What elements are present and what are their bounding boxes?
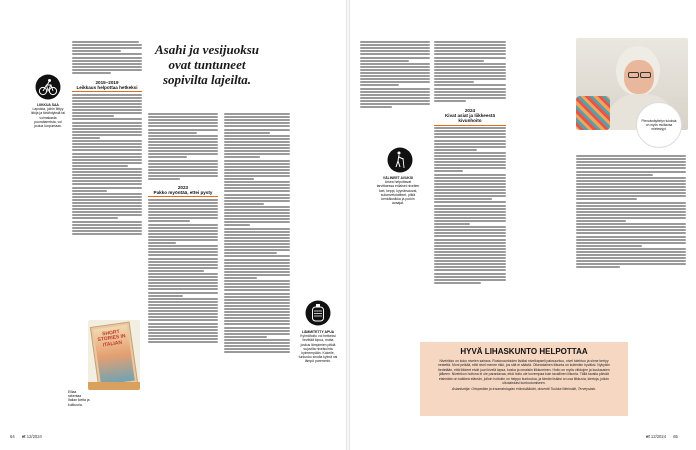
book-title: SHORT STORIES IN ITALIAN: [97, 329, 127, 349]
heading-pakko: Pakko myöntää, ettei pysty: [153, 190, 213, 196]
info-box: [420, 342, 628, 416]
sidebar-walk-text: Arkea helpottavat tarvittaessa erilaiset nivelten tuet, keppi, kyynärsauvat, sukanvetolaitteet, pitkä kenkälusikka ja purkin avaajat.: [376, 180, 420, 206]
sidebar-bike-title: LIIKKUA SAA: [37, 103, 59, 107]
heading-rule: [72, 91, 142, 92]
left-column-3: [224, 112, 290, 354]
book-photo: [88, 320, 140, 390]
left-footer: [10, 434, 42, 439]
sidebar-warm-text: Kylmähoito voi hetkeksi lievittää kipua, mutta joskus lämpimien pitkiä sujuvilta nivelsuinta kylmempään. Kokeile, tuntuuko sinulla kylmä vai lämpö paremmin.: [298, 334, 338, 364]
info-box-text: [434, 359, 614, 392]
photo-caption-bubble: [636, 102, 682, 148]
sidebar-warm-title: LÄMMITETTY APUA: [301, 330, 335, 334]
walking-aid-icon: [387, 147, 413, 173]
right-page: [350, 0, 696, 450]
info-box-title: HYVÄ LIHASKUNTO HELPOTTAA: [460, 347, 588, 356]
left-page: [0, 0, 346, 450]
bicycle-icon: [35, 74, 61, 100]
brand-logo: et: [21, 434, 26, 439]
heading-leikkaus: Leikkaus helpottaa hetkeksi: [76, 85, 138, 91]
pull-quote: Asahi ja vesijuoksu ovat tuntuneet sopivilta lajeilta.: [154, 42, 260, 87]
right-footer: [646, 434, 678, 439]
right-column-3: [576, 154, 686, 270]
issue-label-right: 12/2024: [650, 434, 667, 439]
sidebar-bike: [30, 103, 66, 128]
sidebar-walk-title: VÄLINEET AVUKSI: [382, 176, 414, 180]
photo-caption: Pienoisnäyttelyn tuloksia on myös muiliavaa mielestyyt.: [641, 119, 677, 131]
sidebar-book: Elliaa rakentaa Italian kielta ja kulttuuria.: [68, 390, 90, 407]
hot-water-bottle-icon: [305, 300, 331, 326]
sidebar-bike-text: Lapsista, joihin liittyy ikkija ja tärähdyksiä tai voimakasta puoraitarmista, voi joutua luopumaan.: [31, 107, 65, 129]
right-column-1: [360, 40, 430, 109]
sidebar-walk: [376, 176, 420, 205]
info-box-body: Nivelrikko on koko nivelen sairaus. Rustovaurioiden lisäksi nivelkapseli paksuuntuu, nivel tulehtuu ja sinne kertyy nestettä. Moni pelkää, että nivel menee rikki, jos sitä ei säästä. Oikeanlainen liikunta on kuitenkin hyväksi. Nykyisin tiedetään, että liikkeet eivät juuri kivelä lapsa, koska ja omaisiin liikkuminen. Hoito on myös viikkojen ja kuukausien jälkeen. Nivelrikon hoitona ei ole parantavaa, eikä hoito ole kovempaa kuin tavallinen liikunta. Tällä tavalla päivää etsimään on kaikkea elämän, jolloin hoitokin on helppo kuntoutua, ja tämän lisäksi on osa liikkuvia, kiertoja, jolloin ulkolaistuisi kuntoutumiseen.: [438, 359, 610, 386]
heading-2024: 2024: [464, 107, 476, 113]
page-number-right: 65: [673, 434, 678, 439]
sidebar-warm: [298, 330, 338, 364]
heading-kivat: Kivat asiat ja liikkeestä kivunhoito: [444, 113, 496, 124]
left-column-1: [72, 40, 142, 236]
heading-2023: 2023: [177, 185, 189, 191]
issue-label: 12/2024: [26, 434, 42, 439]
info-box-credit: Asiantuntija: Ortopedian ja traumatologian erikoislääkäri, dosentti Tuukka Niinimäki, Terveystalo.: [451, 387, 597, 392]
right-column-2: [434, 40, 506, 285]
heading-rule-3: [434, 125, 506, 126]
page-number: 64: [10, 434, 15, 439]
heading-2015-2019: 2015–2019: [95, 80, 119, 86]
heading-rule-2: [148, 196, 218, 197]
brand-logo-right: et: [646, 434, 650, 439]
